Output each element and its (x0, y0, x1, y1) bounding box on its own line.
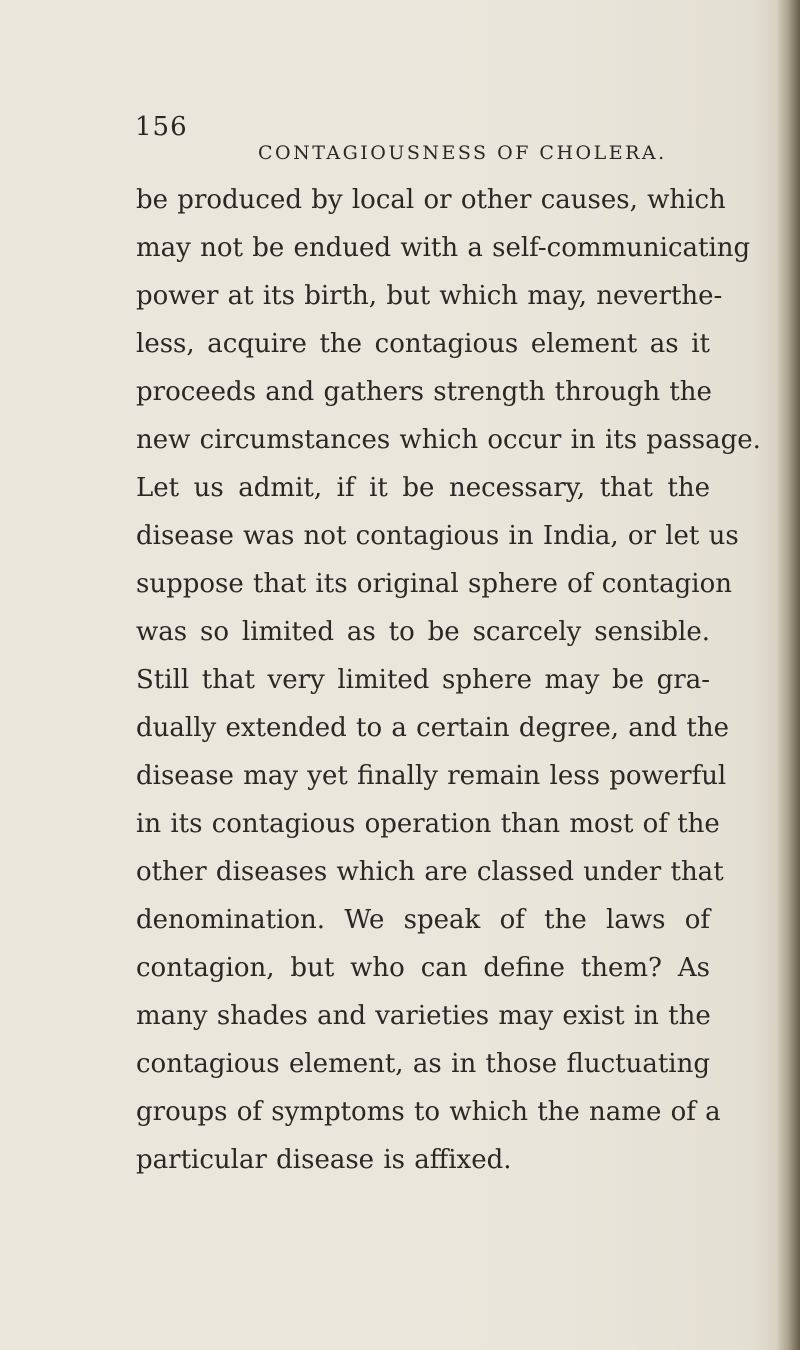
text-line: many shades and varieties may exist in the (136, 1001, 711, 1031)
page-edge-shadow (776, 0, 800, 1350)
text-line: disease may yet finally remain less powerful (136, 761, 727, 791)
text-line: contagion, but who can define them? As (136, 953, 710, 983)
text-line: particular disease is affixed. (136, 1145, 512, 1175)
text-line: disease was not contagious in India, or let us (136, 521, 739, 551)
text-line: in its contagious operation than most of the (136, 809, 720, 839)
text-line: denomination. We speak of the laws of (136, 905, 710, 935)
running-title: CONTAGIOUSNESS OF CHOLERA. (258, 142, 667, 164)
text-line: Let us admit, if it be necessary, that the (136, 473, 710, 503)
text-line: was so limited as to be scarcely sensible. (136, 617, 710, 647)
text-line: less, acquire the contagious element as it (136, 329, 710, 359)
text-line: suppose that its original sphere of contagion (136, 569, 732, 599)
text-line: dually extended to a certain degree, and the (136, 713, 729, 743)
text-line: power at its birth, but which may, neverthe- (136, 281, 723, 311)
body-text (136, 176, 761, 1184)
text-line: Still that very limited sphere may be gra- (136, 665, 710, 695)
text-line: may not be endued with a self-communicating (136, 233, 751, 263)
page-number: 156 (135, 112, 188, 142)
text-line: other diseases which are classed under that (136, 857, 724, 887)
text-line: be produced by local or other causes, which (136, 185, 726, 215)
text-line: contagious element, as in those fluctuating (136, 1049, 710, 1079)
text-line: proceeds and gathers strength through the (136, 377, 712, 407)
page-header (135, 112, 695, 168)
text-line: groups of symptoms to which the name of a (136, 1097, 721, 1127)
text-line: new circumstances which occur in its passage. (136, 425, 761, 455)
